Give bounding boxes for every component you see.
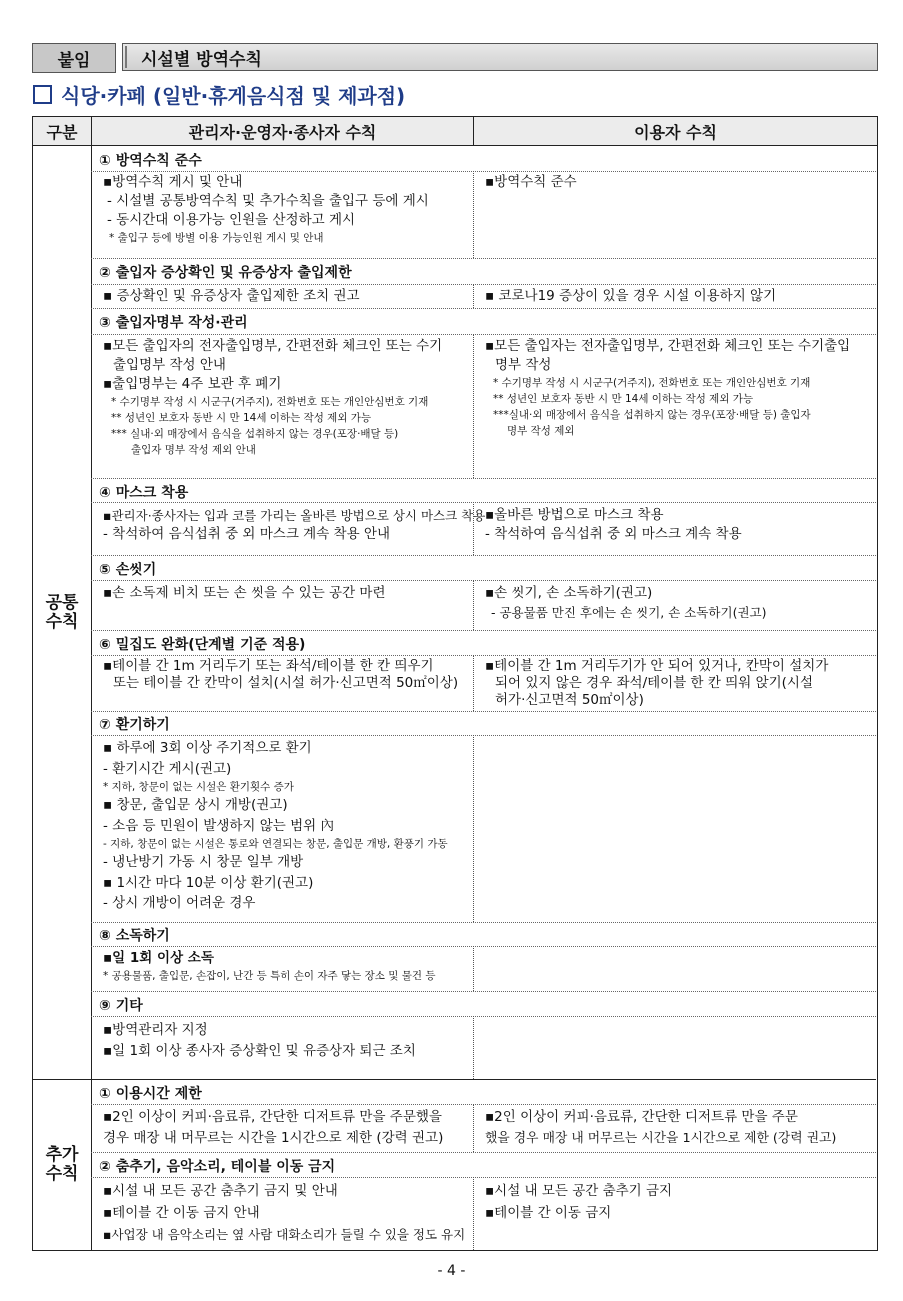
section-title-7: ⑦ 환기하기 [99,717,170,733]
section-title-4: ④ 마스크 착용 [99,485,189,501]
section-title-5: ⑤ 손씻기 [99,562,157,578]
e2-user-rules: ▪시설 내 모든 공간 춤추기 금지 ▪테이블 간 이동 금지 [485,1183,673,1221]
e1-user-rules: ▪2인 이상이 커피·음료류, 간단한 디저트류 만을 주문 했을 경우 매장 내 머무르는 시간을 1시간으로 제한 (강력 권고) [485,1109,837,1146]
column-header-category: 구분 [46,122,78,142]
s2-manager-rules: ▪ 증상확인 및 유증상자 출입제한 조치 권고 [103,288,360,304]
page-header [32,43,880,73]
extra-section-title-2: ② 춤추기, 음악소리, 테이블 이동 금지 [99,1159,336,1175]
document-subtitle [33,80,405,109]
s3-manager-rules: ▪모든 출입자의 전자출입명부, 간편전화 체크인 또는 수기 출입명부 작성 안내 ▪출입명부는 4주 보관 후 폐기 * 수기명부 작성 시 시군구(거주지), 전화번호 또는 개인안심번호 기재 ** 성년인 보호자 동반 시 만 14세 이하는 작성 제외 가능 *** 실내·외 매장에서 음식을 섭취하지 않는 경우(포장·배달 등) 출입자 명부 작성 제외 안내 [103,338,443,456]
section-title-1: ① 방역수칙 준수 [99,153,202,169]
category-common: 공통수칙 [45,593,79,632]
s4-user-rules: ▪올바른 방법으로 마스크 착용 - 착석하여 음식섭취 중 외 마스크 계속 착용 [485,507,742,542]
e1-manager-rules: ▪2인 이상이 커피·음료류, 간단한 디저트류 만을 주문했을 경우 매장 내 머무르는 시간을 1시간으로 제한 (강력 권고) [103,1109,444,1146]
s9-manager-rules: ▪방역관리자 지정 ▪일 1회 이상 종사자 증상확인 및 유증상자 퇴근 조치 [103,1022,416,1059]
checkbox-icon [33,85,52,104]
section-title-2: ② 출입자 증상확인 및 유증상자 출입제한 [99,265,352,281]
section-title-9: ⑨ 기타 [99,998,143,1014]
s3-user-rules: ▪모든 출입자는 전자출입명부, 간편전화 체크인 또는 수기출입 명부 작성 * 수기명부 작성 시 시군구(거주지), 전화번호 또는 개인안심번호 기재 ** 성년인 보호자 동반 시 만 14세 이하는 작성 제외 가능 ***실내·외 매장에서 음식을 섭취하지 않는 경우(포장·배달 등) 출입자 명부 작성 제외 [485,338,851,437]
extra-section-title-1: ① 이용시간 제한 [99,1086,202,1102]
attachment-badge: 붙임 [32,43,116,73]
e2-manager-rules: ▪시설 내 모든 공간 춤추기 금지 및 안내 ▪테이블 간 이동 금지 안내 ▪사업장 내 음악소리는 옆 사람 대화소리가 들릴 수 있을 정도 유지 [103,1183,466,1242]
s8-manager-rules: ▪일 1회 이상 소독 * 공용물품, 출입문, 손잡이, 난간 등 특히 손이 자주 닿는 장소 및 물건 등 [103,950,436,982]
s1-user-rules: ▪방역수칙 준수 [485,174,577,190]
section-title-6: ⑥ 밀집도 완화(단계별 기준 적용) [99,637,306,653]
table-header-row [33,117,877,146]
s6-manager-rules: ▪테이블 간 1m 거리두기 또는 좌석/테이블 한 칸 띄우기 또는 테이블 간 칸막이 설치(시설 허가·신고면적 50㎡이상) [103,658,459,691]
page-number: - 4 - [437,1263,466,1279]
s5-manager-rules: ▪손 소독제 비치 또는 손 씻을 수 있는 공간 마련 [103,585,386,601]
category-extra: 추가수칙 [45,1145,79,1184]
quarantine-rules-table [32,116,878,1251]
s6-user-rules: ▪테이블 간 1m 거리두기가 안 되어 있거나, 칸막이 설치가 되어 있지 않은 경우 좌석/테이블 한 칸 띄워 앉기(시설 허가·신고면적 50㎡이상) [485,658,829,708]
section-title-3: ③ 출입자명부 작성·관리 [99,315,248,331]
column-header-manager: 관리자·운영자·종사자 수칙 [188,122,377,142]
s1-manager-rules: ▪방역수칙 게시 및 안내 - 시설별 공통방역수칙 및 추가수칙을 출입구 등에 게시 - 동시간대 이용가능 인원을 산정하고 게시 * 출입구 등에 방별 이용 가능인원 게시 및 안내 [103,174,429,244]
column-header-user: 이용자 수칙 [634,122,717,142]
s4-manager-rules: ▪관리자·종사자는 입과 코를 가리는 올바른 방법으로 상시 마스크 착용 - 착석하여 음식섭취 중 외 마스크 계속 착용 안내 [103,508,486,542]
s7-manager-rules: ▪ 하루에 3회 이상 주기적으로 환기 - 환기시간 게시(권고) * 지하, 창문이 없는 시설은 환기횟수 증가 ▪ 창문, 출입문 상시 개방(권고) - 소음 등 민원이 발생하지 않는 범위 內 - 지하, 창문이 없는 시설은 통로와 연결되는 창문, 출입문 개방, 환풍기 가동 - 냉난방기 가동 시 창문 일부 개방 ▪ 1시간 마다 10분 이상 환기(권고) - 상시 개방이 어려운 경우 [103,740,448,911]
subtitle-text: 식당·카페 (일반·휴게음식점 및 제과점) [61,84,406,108]
header-title: 시설별 방역수칙 [122,43,878,71]
s2-user-rules: ▪ 코로나19 증상이 있을 경우 시설 이용하지 않기 [485,288,777,304]
section-title-8: ⑧ 소독하기 [99,928,170,944]
s5-user-rules: ▪손 씻기, 손 소독하기(권고) - 공용물품 만진 후에는 손 씻기, 손 소독하기(권고) [485,585,767,620]
